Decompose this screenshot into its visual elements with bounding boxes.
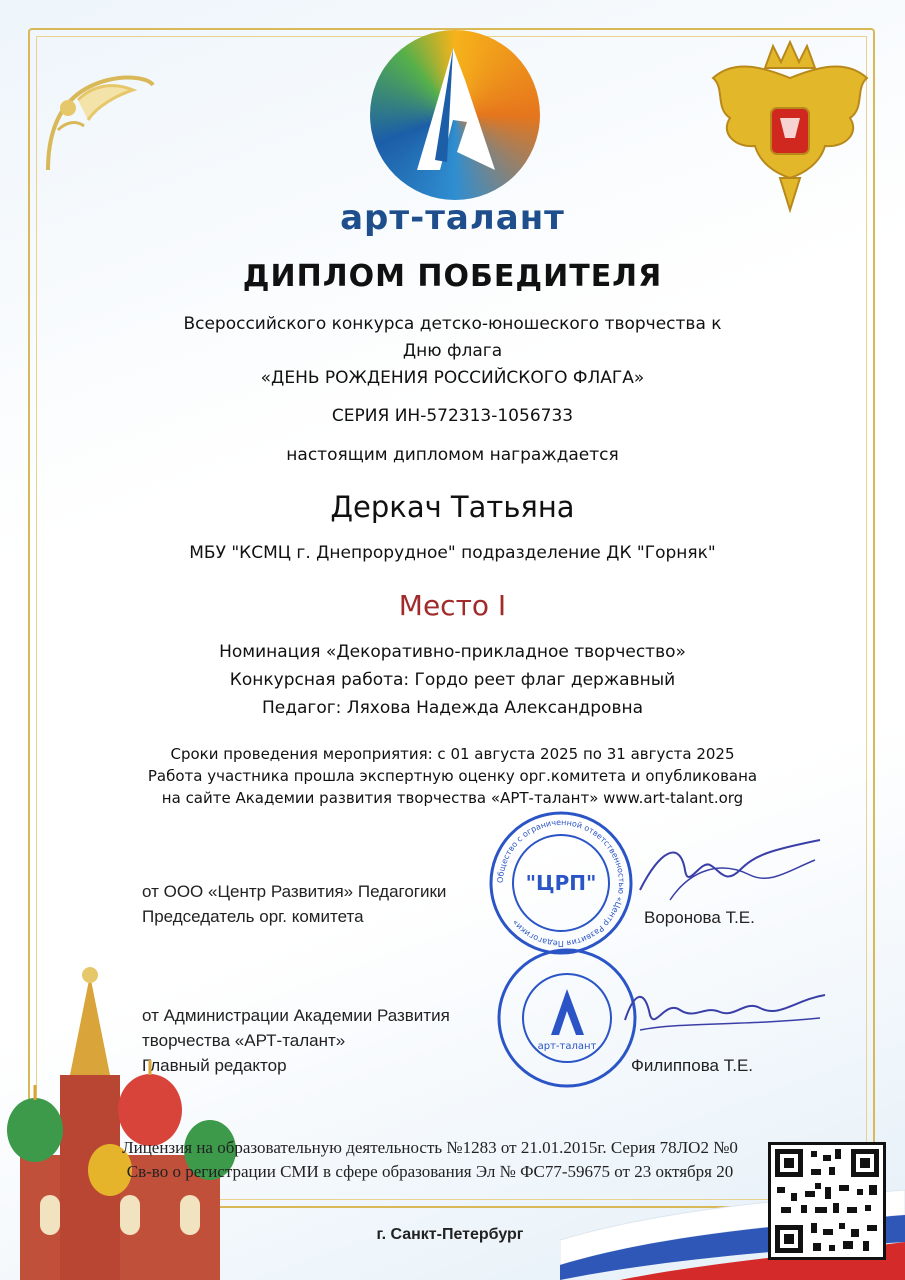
art-talant-a-logo-icon [395,40,515,180]
org-2-line-1: от Администрации Академии Развития [142,1006,450,1025]
event-dates: Сроки проведения мероприятия: с 01 августа 2025 по 31 августа 2025 [170,745,735,763]
art-talant-stamp-icon [496,947,638,1089]
contest-line-1: Всероссийского конкурса детско-юношеского творчества к [183,314,722,334]
awarded-text: настоящим дипломом награждается [286,445,619,465]
crp-stamp-icon [488,810,634,956]
signature-1-icon [630,830,830,910]
registration-text: Св-во о регистрации СМИ в сфере образования Эл № ФС77-59675 от 23 октября 20 [126,1162,734,1181]
series-number: СЕРИЯ ИН-572313-1056733 [331,406,574,426]
contest-line-3: «ДЕНЬ РОЖДЕНИЯ РОССИЙСКОГО ФЛАГА» [260,368,645,388]
recipient-organization: МБУ "КСМЦ г. Днепрорудное" подразделение ДК "Горняк" [189,543,716,563]
org-2-line-3: Главный редактор [142,1056,287,1075]
nomination: Номинация «Декоративно-прикладное творчество» [219,642,686,662]
stamp-2-center-text: арт-талант [537,1041,597,1052]
license-text: Лицензия на образовательную деятельность №1283 от 21.01.2015г. Серия 78ЛО2 №0 [122,1138,738,1157]
org-1-line-1: от ООО «Центр Развития» Педагогики [142,882,447,901]
signature-org-1 [142,879,446,929]
stamp-1-ring-text: Общество с ограниченной ответственностью «Центр Развития Педагогики» [495,817,627,949]
teacher: Педагог: Ляхова Надежда Александровна [261,698,644,718]
contest-line-2: Дню флага [402,341,503,361]
review-line-1: Работа участника прошла экспертную оценку орг.комитета и опубликована [147,767,758,785]
award-place: Место I [398,589,507,622]
logo-text: арт-талант [340,198,565,238]
signer-1: Воронова Т.Е. [644,908,755,927]
st-basils-cathedral-icon [0,955,260,1280]
org-2-line-2: творчества «АРТ-талант» [142,1031,346,1050]
signer-2: Филиппова Т.Е. [631,1056,754,1075]
org-1-line-2: Председатель орг. комитета [142,907,364,926]
stamp-1-center-text: "ЦРП" [525,871,597,895]
contest-work: Конкурсная работа: Гордо реет флаг державный [229,670,676,690]
city: г. Санкт-Петербург [376,1226,524,1243]
qr-code-icon[interactable] [768,1142,886,1260]
gold-corner-ornament-icon [38,60,158,180]
review-line-2: на сайте Академии развития творчества «АРТ-талант» www.art-talant.org [161,789,744,807]
russian-coat-of-arms-icon [705,38,875,214]
recipient-name: Деркач Татьяна [330,490,575,524]
signature-2-icon [620,980,830,1040]
diploma-title: ДИПЛОМ ПОБЕДИТЕЛЯ [242,259,663,294]
